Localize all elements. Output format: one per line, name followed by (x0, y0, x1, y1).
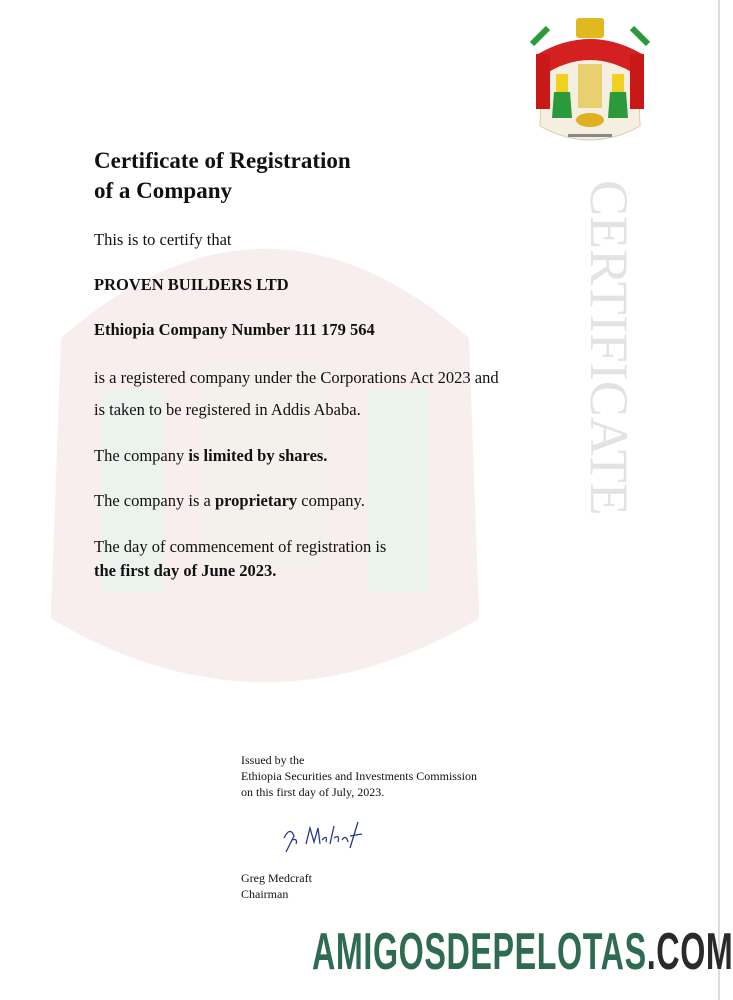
title-line-2: of a Company (94, 178, 233, 203)
issuer-line-3: on this first day of July, 2023. (241, 785, 385, 799)
commencement-line: The day of commencement of registration is (94, 537, 387, 556)
type-statement (94, 491, 365, 511)
company-name: PROVEN BUILDERS LTD (94, 275, 289, 294)
issuer-line-1: Issued by the (241, 753, 305, 767)
commencement-date: the first day of June 2023. (94, 561, 277, 580)
issuer-line-2: Ethiopia Securities and Investments Commission (241, 769, 477, 783)
type-bold: proprietary (214, 491, 298, 510)
signer-title: Chairman (241, 887, 289, 901)
limited-bold: is limited by shares. (188, 446, 328, 465)
intro-text: This is to certify that (94, 230, 232, 249)
certificate-title (94, 146, 351, 206)
signer-name: Greg Medcraft (241, 871, 312, 885)
signature (280, 818, 370, 856)
watermark-dark-text: .COM (646, 923, 733, 981)
issuer-block (241, 752, 477, 800)
limited-statement (94, 446, 327, 466)
vertical-label-text: CERTIFICATE (579, 180, 639, 516)
signer-block (241, 870, 312, 902)
title-line-1: Certificate of Registration (94, 148, 351, 173)
coat-of-arms-emblem (528, 14, 652, 148)
background-coat-of-arms (10, 130, 520, 750)
type-prefix: The company is a (94, 491, 215, 510)
type-suffix: company. (297, 491, 365, 510)
limited-prefix: The company (94, 446, 189, 465)
watermark-green-text: AMIGOSDEPELOTAS (312, 923, 647, 981)
registered-line-1: is a registered company under the Corporations Act 2023 and (94, 368, 499, 387)
company-number: Ethiopia Company Number 111 179 564 (94, 320, 375, 339)
site-watermark (312, 922, 733, 982)
registered-line-2: is taken to be registered in Addis Ababa. (94, 400, 361, 419)
